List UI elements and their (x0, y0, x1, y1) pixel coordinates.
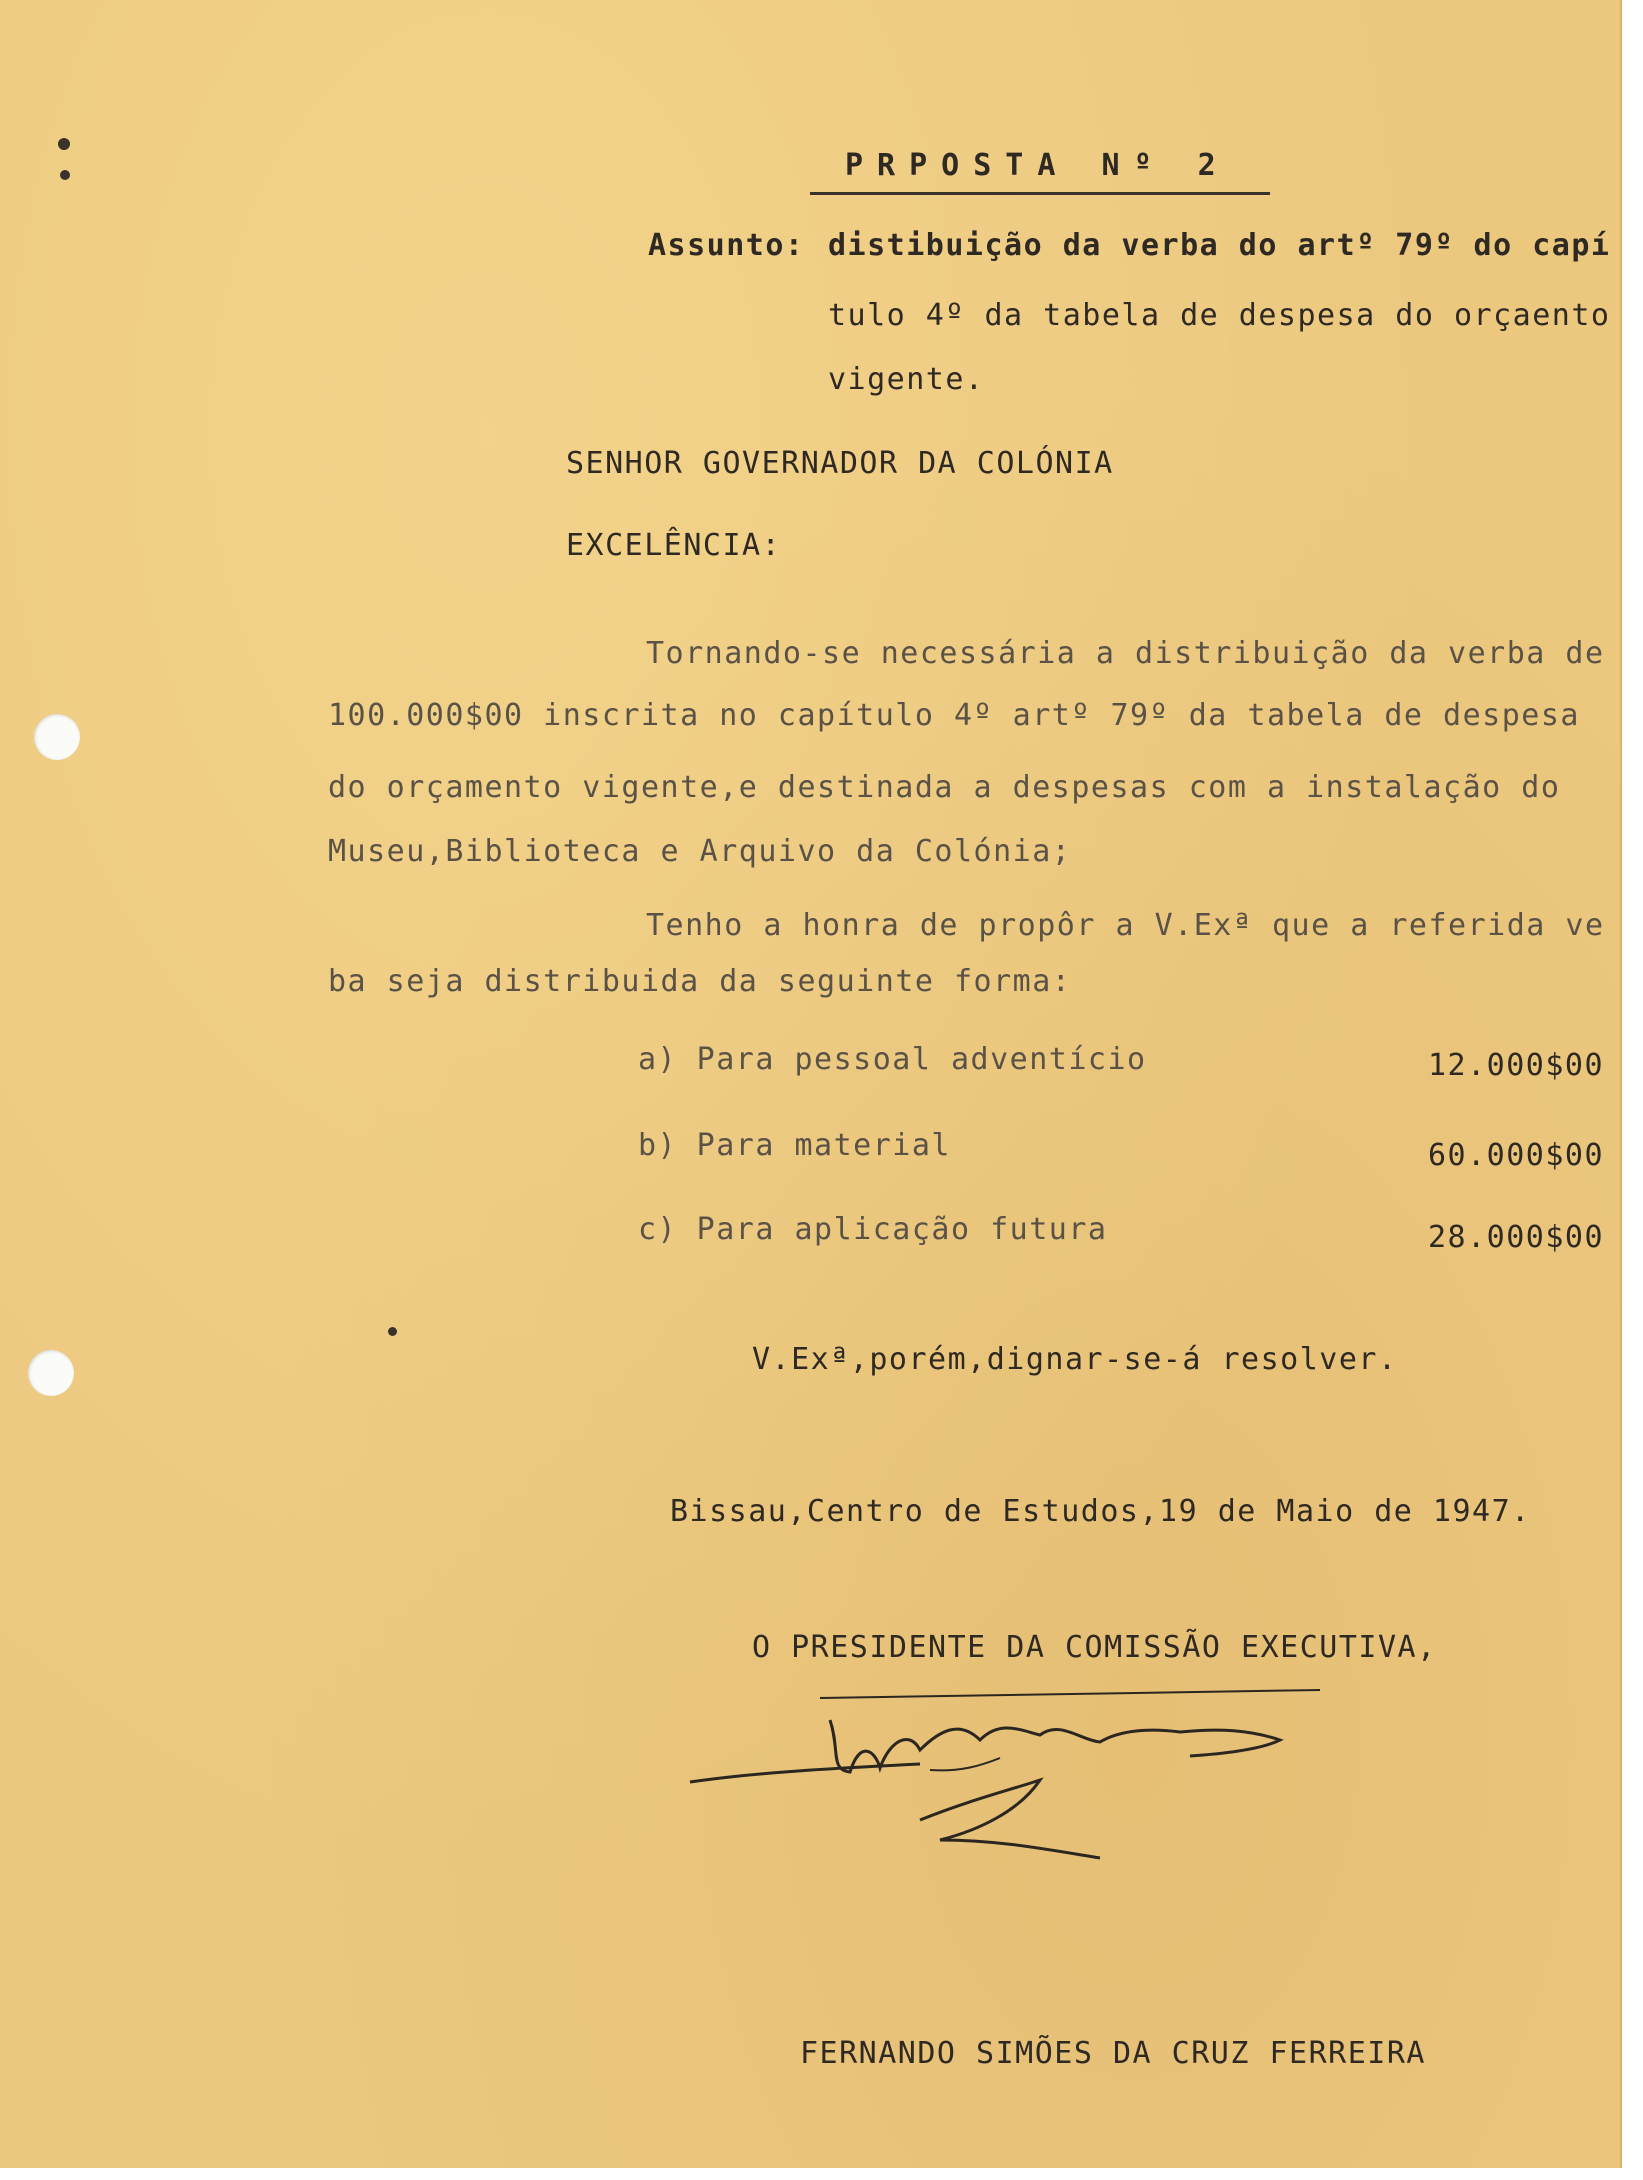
punch-hole-bottom (28, 1350, 74, 1396)
closing-line: V.Exª,porém,dignar-se-á resolver. (752, 1342, 1398, 1377)
salutation: EXCELÊNCIA: (566, 528, 782, 563)
body-p1-line-2: 100.000$00 inscrita no capítulo 4º artº 79º da tabela de despesa (328, 698, 1580, 733)
subject-line-2: tulo 4º da tabela de despesa do orçaento (828, 298, 1611, 333)
allocation-amount-a: 12.000$00 (1428, 1048, 1605, 1083)
allocation-amount-b: 60.000$00 (1428, 1138, 1605, 1173)
place-date: Bissau,Centro de Estudos,19 de Maio de 1947. (670, 1494, 1531, 1529)
body-p2-line-1: Tenho a honra de propôr a V.Exª que a referida ve (646, 908, 1605, 943)
subject-line-1: distibuição da verba do artº 79º do capí (828, 228, 1611, 263)
ink-mark (60, 170, 70, 180)
body-p1-line-1: Tornando-se necessária a distribuição da verba de (646, 636, 1605, 671)
handwritten-signature (680, 1680, 1340, 1880)
ink-mark (58, 138, 70, 150)
subject-label: Assunto: (648, 228, 805, 263)
subject-line-3: vigente. (828, 362, 985, 397)
title-underline (810, 192, 1270, 195)
signatory-name: FERNANDO SIMÕES DA CRUZ FERREIRA (800, 2036, 1426, 2071)
allocation-label-b: b) Para material (638, 1128, 951, 1163)
allocation-label-c: c) Para aplicação futura (638, 1212, 1108, 1247)
punch-hole-top (34, 714, 80, 760)
allocation-amount-c: 28.000$00 (1428, 1220, 1605, 1255)
body-p2-line-2: ba seja distribuida da seguinte forma: (328, 964, 1072, 999)
signatory-role: O PRESIDENTE DA COMISSÃO EXECUTIVA, (752, 1630, 1437, 1665)
document-title: PRPOSTA Nº 2 (845, 148, 1230, 183)
allocation-label-a: a) Para pessoal adventício (638, 1042, 1147, 1077)
body-p1-line-3: do orçamento vigente,e destinada a despesas com a instalação do (328, 770, 1561, 805)
ink-mark (388, 1327, 397, 1336)
body-p1-line-4: Museu,Biblioteca e Arquivo da Colónia; (328, 834, 1072, 869)
addressee: SENHOR GOVERNADOR DA COLÓNIA (566, 446, 1114, 481)
